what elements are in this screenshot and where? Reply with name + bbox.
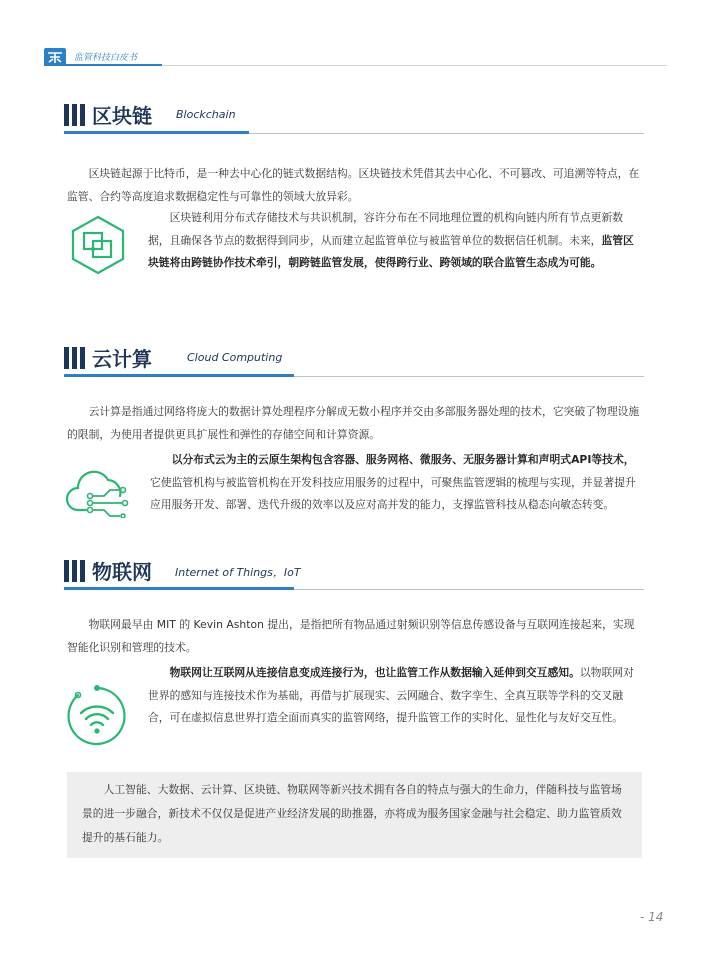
cloud-detail-plain: 它使监管机构与被监管机构在开发科技应用服务的过程中，可聚焦监管逻辑的梳理与实现，并显著提升应用服务开发、部署、迭代升级的效率以及应对高并发的能力，支撑监管科技从稳态向敏态转变。 bbox=[150, 475, 636, 511]
section-heading-cloud bbox=[64, 341, 644, 381]
header-accent-line bbox=[44, 64, 162, 66]
blockchain-hexagon-icon bbox=[68, 214, 128, 276]
heading-bars-icon bbox=[64, 104, 86, 126]
section-heading-iot bbox=[64, 554, 644, 594]
heading-bars-icon bbox=[64, 347, 86, 369]
cloud-detail bbox=[150, 449, 645, 517]
blockchain-detail-bold: 监管区块链将由跨链协作技术牵引，朝跨链监管发展，使得跨行业、跨领域的联合监管生态成为可能。 bbox=[148, 233, 634, 269]
page-header bbox=[0, 44, 710, 68]
cloud-intro: 云计算是指通过网络将庞大的数据计算处理程序分解成无数小程序并交由多部服务器处理的技术，它突破了物理设施的限制，为使用者提供更具扩展性和弹性的存储空间和计算资源。 bbox=[67, 405, 640, 441]
section-title-en: Internet of Things，IoT bbox=[175, 566, 301, 579]
summary-box bbox=[67, 772, 642, 858]
section-rule bbox=[64, 131, 249, 134]
section-title-cn: 云计算 bbox=[92, 347, 152, 371]
section-title-en: Cloud Computing bbox=[187, 351, 283, 364]
section-rule-thin bbox=[294, 376, 644, 377]
section-rule-thin bbox=[294, 589, 644, 590]
blockchain-detail bbox=[148, 207, 643, 275]
summary-text: 人工智能、大数据、云计算、区块链、物联网等新兴技术拥有各自的特点与强大的生命力，伴随科技与监管场景的进一步融合，新技术不仅仅是促进产业经济发展的助推器，亦将成为服务国家金融与社会稳定、助力监管质效提升的基石能力。 bbox=[82, 783, 622, 844]
header-divider bbox=[162, 65, 667, 66]
section-rule bbox=[64, 587, 294, 590]
header-title: 监管科技白皮书 bbox=[74, 53, 138, 63]
section-title-cn: 区块链 bbox=[92, 104, 152, 128]
section-heading-blockchain bbox=[64, 98, 644, 138]
cloud-detail-bold: 以分布式云为主的云原生架构包含容器、服务网格、微服务、无服务器计算和声明式API等技术， bbox=[171, 453, 635, 466]
page-number: - 14 bbox=[640, 910, 664, 924]
iot-intro: 物联网最早由 MIT 的 Kevin Ashton 提出，是指把所有物品通过射频识别等信息传感设备与互联网连接起来，实现智能化识别和管理的技术。 bbox=[67, 618, 635, 654]
blockchain-detail-plain: 区块链利用分布式存储技术与共识机制，容许分布在不同地理位置的机构向链内所有节点更新数据，且确保各节点的数据得到同步，从而建立起监管单位与被监管单位的数据信任机制。未来， bbox=[148, 211, 624, 247]
heading-bars-icon bbox=[64, 560, 86, 582]
section-rule bbox=[64, 374, 294, 377]
wifi-signal-icon bbox=[66, 684, 128, 748]
cloud-circuit-icon bbox=[64, 466, 132, 518]
iot-detail-bold: 物联网让互联网从连接信息变成连接行为，也让监管工作从数据输入延伸到交互感知。 bbox=[169, 666, 580, 679]
blockchain-intro: 区块链起源于比特币，是一种去中心化的链式数据结构。区块链技术凭借其去中心化、不可篡改、可追溯等特点，在监管、合约等高度追求数据稳定性与可靠性的领域大放异彩。 bbox=[67, 167, 640, 203]
section-title-en: Blockchain bbox=[176, 108, 236, 121]
section-title-cn: 物联网 bbox=[92, 560, 152, 584]
iot-detail bbox=[148, 662, 643, 730]
iot-detail-plain: 以物联网对世界的感知与连接技术作为基础，再借与扩展现实、云网融合、数字孪生、全真互联等学科的交叉融合，可在虚拟信息世界打造全面而真实的监管网络，提升监管工作的实时化、显性化与友好交互性。 bbox=[148, 666, 634, 724]
section-rule-thin bbox=[249, 133, 644, 134]
